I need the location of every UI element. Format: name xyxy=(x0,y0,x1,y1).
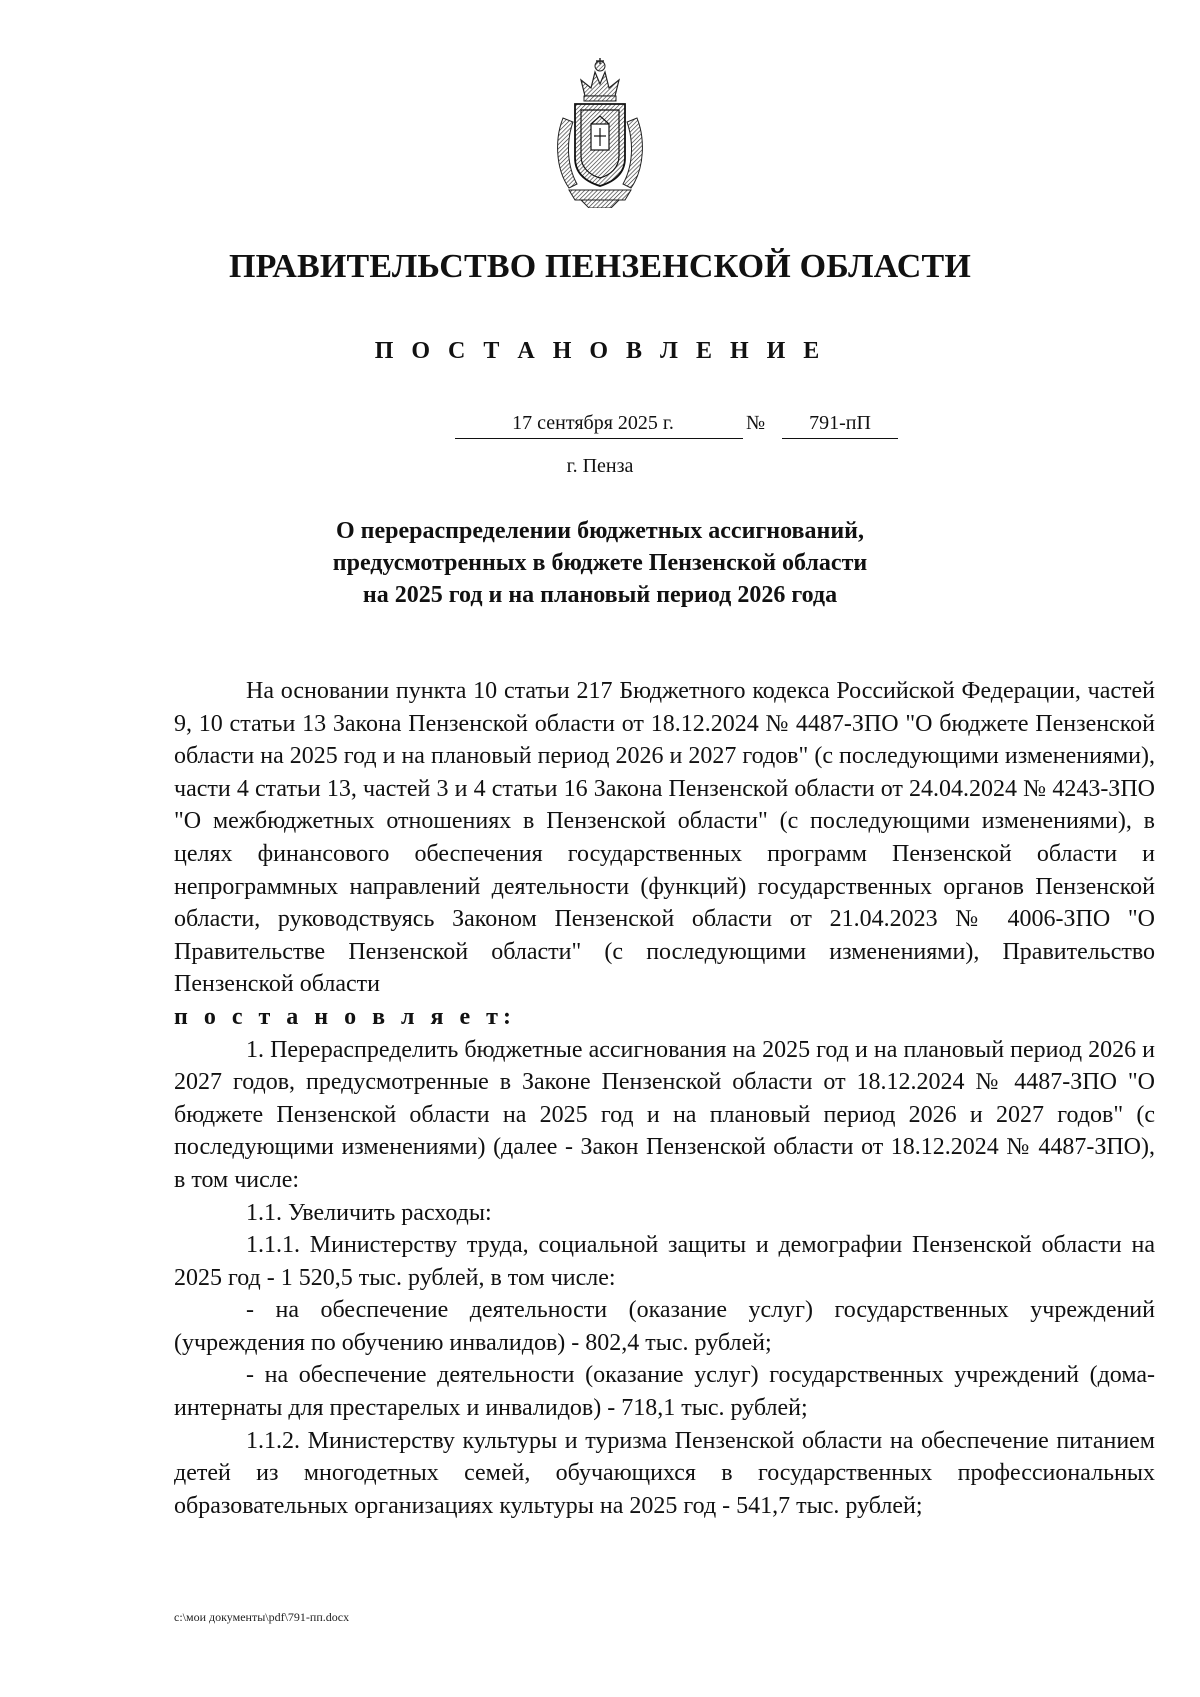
file-path-footer: c:\мои документы\pdf\791-пп.docx xyxy=(174,1610,350,1624)
document-number: 791-пП xyxy=(782,410,898,439)
government-title: ПРАВИТЕЛЬСТВО ПЕНЗЕНСКОЙ ОБЛАСТИ xyxy=(228,248,971,285)
document-date-text: 17 сентября 2025 г. xyxy=(512,412,674,434)
item-bullet-1: - на обеспечение деятельности (оказание услуг) государственных учреждений (учреждения по обучению инвалидов) - 802,4 тыс. рублей; xyxy=(174,1297,1155,1356)
document-heading xyxy=(0,515,1200,611)
item-bullet-2: - на обеспечение деятельности (оказание услуг) государственных учреждений (дома-интернаты для престарелых и инвалидов) - 718,1 тыс. рублей; xyxy=(174,1362,1155,1422)
heading-line-3: на 2025 год и на плановый период 2026 года xyxy=(362,582,838,608)
city: г. Пенза xyxy=(566,455,634,477)
heading-line-1: О перераспределении бюджетных ассигнований, xyxy=(336,518,864,544)
resolves-word: п о с т а н о в л я е т: xyxy=(174,1003,516,1030)
preamble-paragraph: На основании пункта 10 статьи 217 Бюджетного кодекса Российской Федерации, частей 9, 10 статьи 13 Закона Пензенской области от 18.12.2024 № 4487-ЗПО "О бюджете Пензенской области на 2025 год и на плановый период 2026 и 2027 годов" (с последующими изменениями), части 4 статьи 13, частей 3 и 4 статьи 16 Закона Пензенской области от 24.04.2024 № 4243-ЗПО "О межбюджетных отношениях в Пензенской области" (с последующими изменениями), в целях финансового обеспечения государственных программ Пензенской области и непрограммных направлений деятельности (функций) государственных органов Пензенской области, руководствуясь Законом Пензенской области от 21.04.2023 № 4006-ЗПО "О Правительстве Пензенской области" (с последующими изменениями), Правительство Пензенской области xyxy=(174,678,1155,998)
item-paragraph-1: 1. Перераспределить бюджетные ассигнования на 2025 год и на плановый период 2026 и 2027 годов, предусмотренные в Законе Пензенской области от 18.12.2024 № 4487-ЗПО "О бюджете Пензенской области на 2025 год и на плановый период 2026 и 2027 годов" (с последующими изменениями) (далее - Закон Пензенской области от 18.12.2024 № 4487-ЗПО), в том числе: xyxy=(174,1036,1155,1193)
item-paragraph-1-1: 1.1. Увеличить расходы: xyxy=(246,1199,492,1226)
heading-line-2: предусмотренных в бюджете Пензенской области xyxy=(332,550,868,576)
item-paragraph-1-1-2: 1.1.2. Министерству культуры и туризма Пензенской области на обеспечение питанием детей из многодетных семей, обучающихся в государственных профессиональных образовательных организациях культуры на 2025 год - 541,7 тыс. рублей; xyxy=(174,1427,1155,1519)
number-sign: № xyxy=(746,412,766,434)
document-body xyxy=(174,675,1155,1522)
item-paragraph-1-1-1: 1.1.1. Министерству труда, социальной защиты и демографии Пензенской области на 2025 год - 1 520,5 тыс. рублей, в том числе: xyxy=(174,1232,1155,1291)
document-type: П О С Т А Н О В Л Е Н И Е xyxy=(374,338,826,364)
document-date xyxy=(455,410,743,439)
coat-of-arms-icon xyxy=(551,58,649,208)
